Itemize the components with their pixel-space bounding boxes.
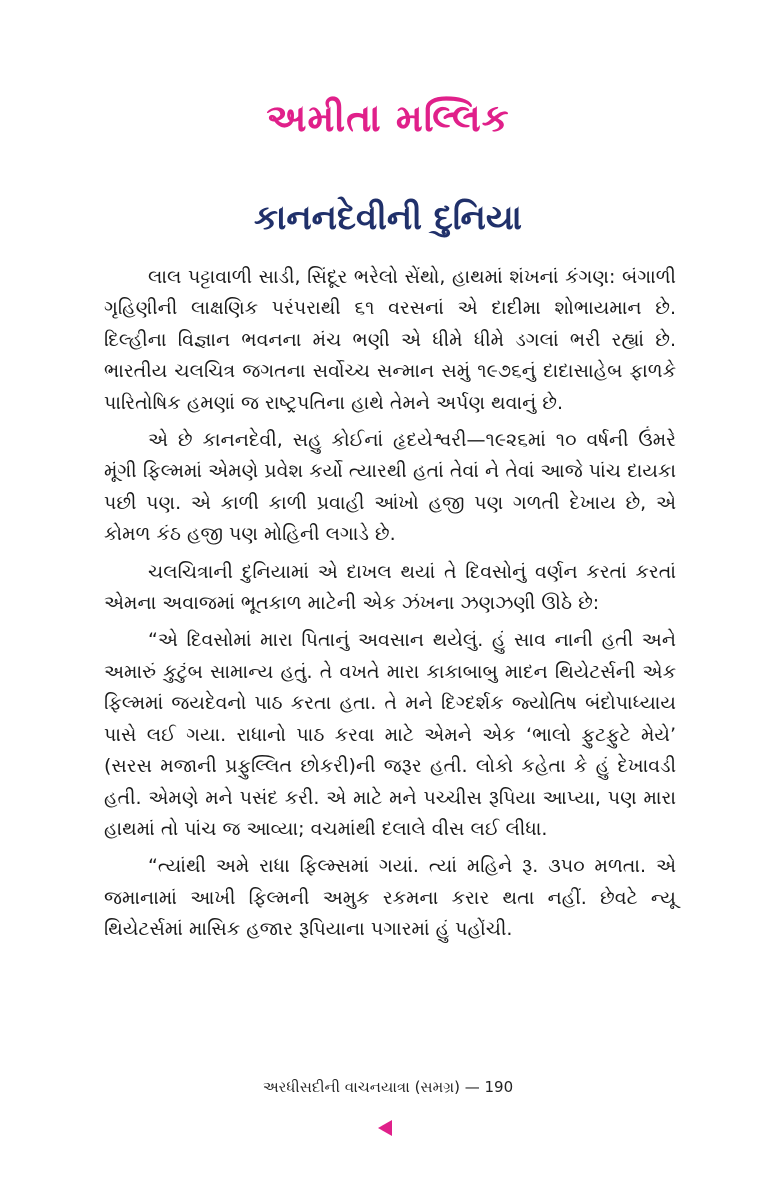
body-text: [104, 262, 676, 952]
paragraph-2: એ છે કાનનદેવી, સહુ કોઈનાં હૃદયેશ્વરી—૧૯૨૬માં ૧૦ વર્ષની ઉંમરે મૂંગી ફિલ્મમાં એમણે પ્રવેશ કર્યો ત્યારથી હતાં તેવાં ને તેવાં આજે પાંચ દાયકા પછી પણ. એ કાળી કાળી પ્રવાહી આંખો હજી પણ ગળતી દેખાય છે, એ કોમળ કંઠ હજી પણ મોહિની લગાડે છે.: [104, 429, 676, 546]
paragraph-5: “ત્યાંથી અમે રાધા ફિલ્મ્સમાં ગયાં. ત્યાં મહિને રૂ. ૩૫૦ મળતા. એ જમાનામાં આખી ફિલ્મની અમુક રકમના કરાર થતા નહીં. છેવટે ન્યૂ થિયેટર્સમાં માસિક હજાર રૂપિયાના પગારમાં હું પહોંચી.: [104, 855, 676, 941]
paragraph-4: “એ દિવસોમાં મારા પિતાનું અવસાન થયેલું. હું સાવ નાની હતી અને અમારું કુટુંબ સામાન્ય હતું. તે વખતે મારા કાકાબાબુ માદન થિયેટર્સની એક ફિલ્મમાં જયદેવનો પાઠ કરતા હતા. તે મને દિગ્દર્શક જ્યોતિષ બંદોપાધ્યાય પાસે લઈ ગયા. રાધાનો પાઠ કરવા માટે એમને એક ‘ભાલો ફુટફુટે મેયે’ (સરસ મજાની પ્રફુલ્લિત છોકરી)ની જરૂર હતી. લોકો કહેતા કે હું દેખાવડી હતી. એમણે મને પસંદ કરી. એ માટે મને પચ્ચીસ રૂપિયા આપ્યા, પણ મારા હાથમાં તો પાંચ જ આવ્યા; વચમાંથી દલાલે વીસ લઈ લીધા.: [104, 629, 676, 840]
author-name: અમીતા મલ્લિક: [266, 96, 510, 140]
paragraph-3: ચલચિત્રાની દુનિયામાં એ દાખલ થયાં તે દિવસોનું વર્ણન કરતાં કરતાં એમના અવાજમાં ભૂતકાળ માટેની એક ઝંખના ઝણઝણી ઊઠે છે:: [104, 560, 676, 615]
chapter-title: કાનનદેવીની દુનિયા: [254, 198, 522, 238]
paragraph-1: લાલ પટ્ટાવાળી સાડી, સિંદૂર ભરેલો સેંથો, હાથમાં શંખનાં કંગણ: બંગાળી ગૃહિણીની લાક્ષણિક પરંપરાથી ૬૧ વરસનાં એ દાદીમા શોભાયમાન છે. દિલ્હીના વિજ્ઞાન ભવનના મંચ ભણી એ ધીમે ધીમે ડગલાં ભરી રહ્યાં છે. ભારતીય ચલચિત્ર જગતના સર્વોચ્ચ સન્માન સમું ૧૯૭૬નું દાદાસાહેબ ફાળકે પારિતોષિક હમણાં જ રાષ્ટ્રપતિના હાથે તેમને અર્પણ થવાનું છે.: [104, 266, 676, 414]
page-footer: અરધીસદીની વાચનયાત્રા (સમગ્ર) — 190: [262, 1078, 514, 1096]
previous-page-icon[interactable]: [378, 1120, 392, 1136]
